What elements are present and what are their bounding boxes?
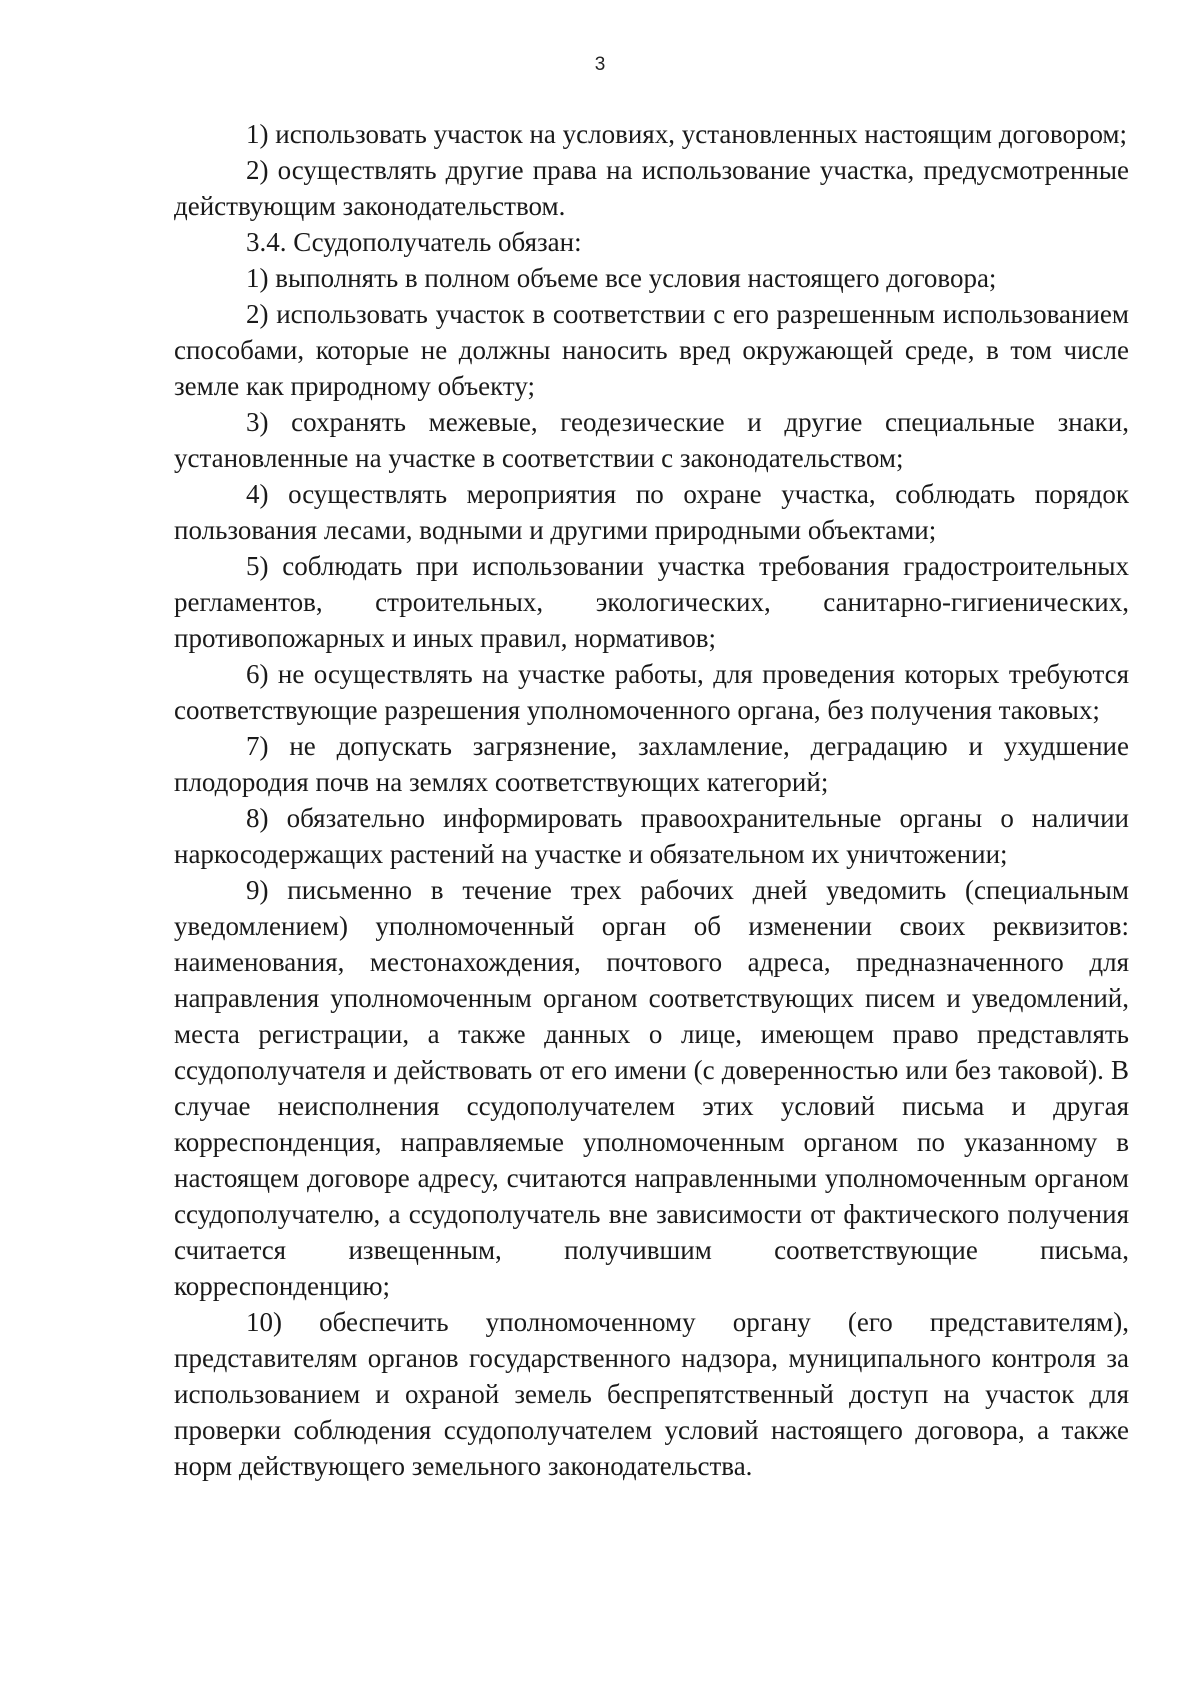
paragraph-duty-9: 9) письменно в течение трех рабочих дней уведомить (специальным уведомлением) уполномоченный орган об изменении своих реквизитов: наименования, местонахождения, почтового адреса, предназначенного для направления уполномоченным органом соответствующих писем и уведомлений, места регистрации, а также данных о лице, имеющем право представлять ссудополучателя и действовать от его имени (с доверенностью или без таковой). В случае неисполнения ссудополучателем этих условий письма и другая корреспонденция, направляемые уполномоченным органом по указанному в настоящем договоре адресу, считаются направленными уполномоченным органом ссудополучателю, а ссудополучатель вне зависимости от фактического получения считается извещенным, получившим соответствующие письма, корреспонденцию; (174, 875, 1129, 1301)
paragraph-duty-7: 7) не допускать загрязнение, захламление, деградацию и ухудшение плодородия почв на землях соответствующих категорий; (174, 731, 1129, 797)
paragraph-duty-3: 3) сохранять межевые, геодезические и другие специальные знаки, установленные на участке в соответствии с законодательством; (174, 407, 1129, 473)
paragraph-rights-2: 2) осуществлять другие права на использование участка, предусмотренные действующим законодательством. (174, 155, 1129, 221)
document-body (174, 116, 1129, 1484)
paragraph-duty-4: 4) осуществлять мероприятия по охране участка, соблюдать порядок пользования лесами, водными и другими природными объектами; (174, 479, 1129, 545)
paragraph-duty-2: 2) использовать участок в соответствии с его разрешенным использованием способами, которые не должны наносить вред окружающей среде, в том числе земле как природному объекту; (174, 299, 1129, 401)
paragraph-rights-1: 1) использовать участок на условиях, установленных настоящим договором; (246, 119, 1128, 149)
paragraph-duty-8: 8) обязательно информировать правоохранительные органы о наличии наркосодержащих растений на участке и обязательном их уничтожении; (174, 803, 1129, 869)
paragraph-duty-10: 10) обеспечить уполномоченному органу (его представителям), представителям органов государственного надзора, муниципального контроля за использованием и охраной земель беспрепятственный доступ на участок для проверки соблюдения ссудополучателем условий настоящего договора, а также норм действующего земельного законодательства. (174, 1307, 1129, 1481)
section-heading-3-4: 3.4. Ссудополучатель обязан: (246, 227, 582, 257)
paragraph-duty-5: 5) соблюдать при использовании участка требования градостроительных регламентов, строительных, экологических, санитарно-гигиенических, противопожарных и иных правил, нормативов; (174, 551, 1129, 653)
paragraph-duty-1: 1) выполнять в полном объеме все условия настоящего договора; (246, 263, 997, 293)
paragraph-duty-6: 6) не осуществлять на участке работы, для проведения которых требуются соответствующие разрешения уполномоченного органа, без получения таковых; (174, 659, 1129, 725)
page-number: 3 (594, 54, 606, 75)
